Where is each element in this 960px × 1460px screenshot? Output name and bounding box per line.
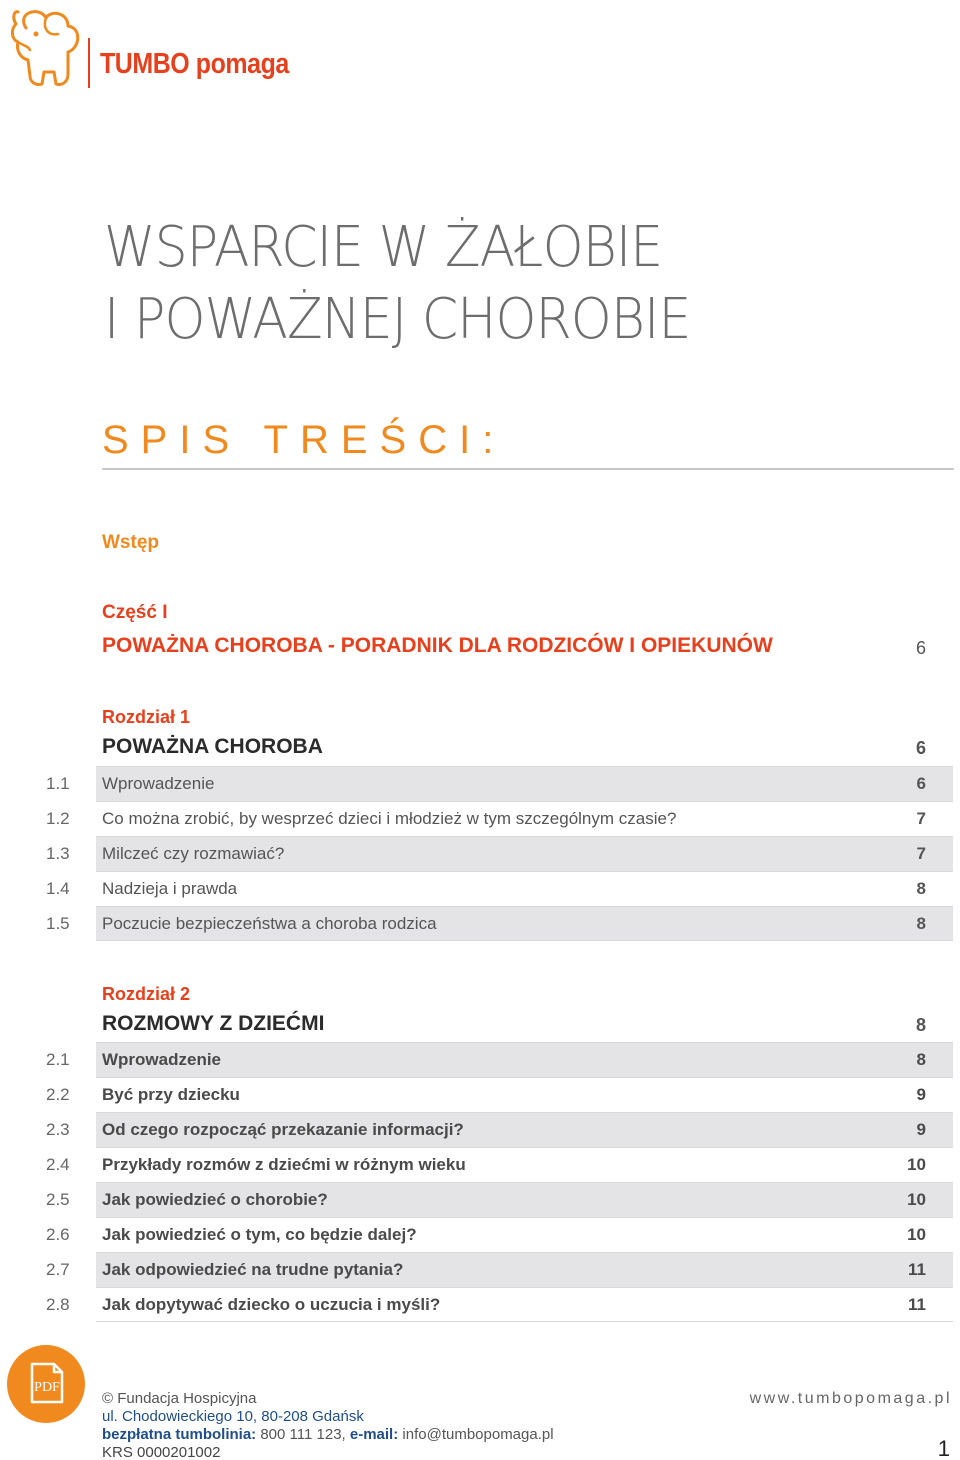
- item-title[interactable]: Jak dopytywać dziecko o uczucia i myśli?: [102, 1295, 441, 1314]
- email-label: e-mail:: [349, 1426, 399, 1443]
- footer-krs: KRS 0000201002: [102, 1444, 221, 1460]
- item-title[interactable]: Co można zrobić, by wesprzeć dzieci i młodzież w tym szczególnym czasie?: [102, 809, 677, 828]
- chapter-1-items: [0, 766, 960, 941]
- toc-divider: [102, 468, 954, 470]
- chapter-page-number: 6: [915, 738, 926, 758]
- brand-name[interactable]: TUMBO pomaga: [100, 48, 289, 80]
- item-page: 11: [908, 1260, 926, 1279]
- title-line-1: WSPARCIE W ŻAŁOBIE: [104, 215, 663, 280]
- toc-heading: SPIS TREŚCI:: [102, 418, 506, 462]
- item-title[interactable]: Poczucie bezpieczeństwa a choroba rodzica: [102, 914, 437, 933]
- footer-address: ul. Chodowieckiego 10, 80-208 Gdańsk: [102, 1408, 364, 1425]
- toc-row[interactable]: [0, 1287, 960, 1322]
- chapter-title[interactable]: POWAŻNA CHOROBA: [102, 735, 323, 758]
- part-title[interactable]: POWAŻNA CHOROBA - PORADNIK DLA RODZICÓW I OPIEKUNÓW: [102, 634, 773, 657]
- row-background: [96, 766, 953, 801]
- item-title[interactable]: Wprowadzenie: [102, 1050, 222, 1069]
- item-number: 1.5: [46, 914, 70, 933]
- item-number: 2.3: [46, 1120, 70, 1139]
- item-number: 2.5: [46, 1190, 70, 1209]
- page-number: 1: [937, 1436, 950, 1460]
- toc-row[interactable]: [0, 836, 960, 871]
- item-title[interactable]: Jak powiedzieć o tym, co będzie dalej?: [102, 1225, 417, 1244]
- part-label: Część I: [102, 602, 168, 623]
- toc-row[interactable]: [0, 906, 960, 941]
- chapter-label: Rozdział 2: [102, 984, 191, 1004]
- part-page-number: 6: [915, 638, 926, 658]
- pdf-label: PDF: [34, 1380, 60, 1395]
- chapter-2-items: [0, 1042, 960, 1322]
- item-number: 1.3: [46, 844, 70, 863]
- item-title[interactable]: Być przy dziecku: [102, 1085, 240, 1104]
- toc-row[interactable]: [0, 1252, 960, 1287]
- item-number: 2.1: [46, 1050, 70, 1069]
- chapter-label: Rozdział 1: [102, 707, 191, 727]
- item-number: 1.2: [46, 809, 70, 828]
- item-title[interactable]: Jak powiedzieć o chorobie?: [102, 1190, 328, 1209]
- item-title[interactable]: Milczeć czy rozmawiać?: [102, 844, 285, 863]
- toc-row[interactable]: [0, 871, 960, 906]
- item-page: 10: [907, 1190, 926, 1209]
- item-title[interactable]: Jak odpowiedzieć na trudne pytania?: [102, 1260, 404, 1279]
- pdf-icon[interactable]: [6, 1344, 86, 1424]
- toc-row[interactable]: [0, 1147, 960, 1182]
- chapter-title[interactable]: ROZMOWY Z DZIEĆMI: [102, 1012, 325, 1035]
- email-link[interactable]: info@tumbopomaga.pl: [402, 1426, 554, 1443]
- item-page: 7: [916, 844, 926, 863]
- row-background: [96, 1042, 953, 1077]
- chapter-page-number: 8: [915, 1015, 926, 1035]
- item-title[interactable]: Od czego rozpocząć przekazanie informacji?: [102, 1120, 464, 1139]
- item-page: 6: [916, 774, 926, 793]
- toc-row[interactable]: [0, 1182, 960, 1217]
- toc-row[interactable]: [0, 1042, 960, 1077]
- item-number: 2.6: [46, 1225, 70, 1244]
- item-page: 8: [916, 1050, 926, 1069]
- item-title[interactable]: Nadzieja i prawda: [102, 879, 238, 898]
- toc-row[interactable]: [0, 1112, 960, 1147]
- item-number: 2.4: [46, 1155, 70, 1174]
- item-page: 9: [916, 1120, 926, 1139]
- toc-intro[interactable]: Wstęp: [102, 532, 159, 553]
- footer-contact-line: [102, 1426, 554, 1444]
- item-page: 7: [916, 809, 926, 828]
- item-number: 2.2: [46, 1085, 70, 1104]
- toc-row[interactable]: [0, 766, 960, 801]
- document-title: [104, 212, 690, 356]
- item-page: 10: [907, 1155, 926, 1174]
- item-page: 11: [908, 1295, 926, 1314]
- hotline-number[interactable]: 800 111 123,: [260, 1426, 346, 1443]
- toc-row[interactable]: [0, 1077, 960, 1112]
- footer-copyright: © Fundacja Hospicyjna: [102, 1390, 257, 1407]
- item-number: 2.7: [46, 1260, 70, 1279]
- item-title[interactable]: Przykłady rozmów z dziećmi w różnym wieku: [102, 1155, 466, 1174]
- logo-divider: [88, 38, 90, 88]
- item-page: 10: [907, 1225, 926, 1244]
- item-page: 8: [916, 879, 926, 898]
- toc-row[interactable]: [0, 801, 960, 836]
- item-number: 1.1: [46, 774, 70, 793]
- item-title[interactable]: Wprowadzenie: [102, 774, 215, 793]
- website-link[interactable]: www.tumbopomaga.pl: [749, 1390, 952, 1407]
- footer-contact: [102, 1390, 554, 1460]
- hotline-label: bezpłatna tumbolinia:: [102, 1426, 257, 1443]
- item-page: 9: [916, 1085, 926, 1104]
- elephant-icon: [6, 6, 86, 90]
- item-number: 2.8: [46, 1295, 70, 1314]
- item-page: 8: [916, 914, 926, 933]
- toc-row[interactable]: [0, 1217, 960, 1252]
- title-line-2: I POWAŻNEJ CHOROBIE: [104, 287, 691, 352]
- item-number: 1.4: [46, 879, 70, 898]
